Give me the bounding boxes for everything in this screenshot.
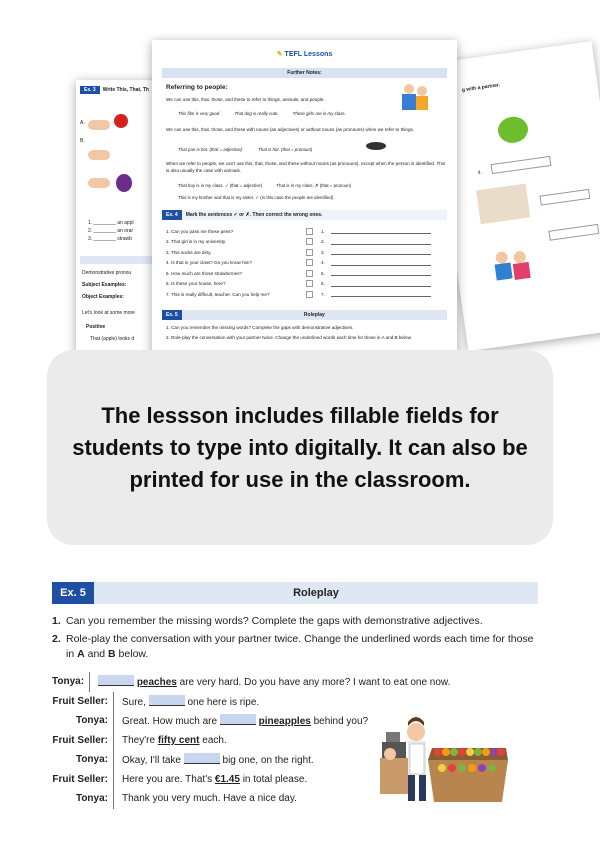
ex4-row — [166, 247, 446, 258]
option-a: A — [77, 648, 85, 660]
pan-icon — [366, 142, 386, 150]
brand-logo — [152, 50, 457, 58]
dialogue-line — [114, 735, 227, 746]
dialogue-row — [52, 672, 451, 692]
instruction: 2. Role-play the conversation with your partner twice. Change the underlined words each time for those in A and B below. — [166, 335, 412, 340]
checkbox[interactable] — [306, 291, 313, 298]
line-text: are very hard. Do you have any more? I want to eat one now. — [176, 677, 451, 689]
example-3: This is my brother and that is my sister. ✓ (in this case the people are identified) — [178, 195, 334, 200]
hand-icon — [88, 150, 110, 160]
example-1: That pan is hot. (that = adjective) — [178, 147, 243, 152]
grapes-icon — [116, 174, 132, 192]
info-callout — [47, 350, 553, 545]
line-text: each. — [199, 734, 227, 746]
ex4-question: 3. This socks are dirty. — [166, 249, 212, 255]
item-number: 4. — [477, 169, 483, 177]
exercise-title: Mark the sentences ✓ or ✗. Then correct the wrong ones. — [185, 212, 323, 218]
speaker-label: Tonya: — [52, 750, 114, 770]
ex4-question: 1. Can you pass me these pens? — [166, 228, 234, 234]
instruction-list — [52, 614, 538, 662]
instruction-number: 1. — [52, 615, 61, 627]
note-text: Demonstrative pronou — [82, 270, 132, 276]
answer-line[interactable] — [331, 260, 431, 266]
gap-input[interactable] — [98, 675, 134, 686]
underlined-word: €1.45 — [214, 773, 240, 785]
paragraph: When we refer to people, we can't use this, that, those, and these without nouns (as pronouns), except when the person is identified. This is also usually the case with animals. — [166, 161, 446, 173]
callout-text: The lessson includes fillable fields for students to type into digitally. It can also be printed for use in the classroom. — [72, 402, 528, 492]
section-heading: Referring to people: — [166, 84, 228, 91]
ex4-question: 5. How much are those strawberries? — [166, 270, 243, 276]
answer-line[interactable] — [331, 249, 431, 255]
line-text: They're — [122, 734, 158, 746]
exercise-title: Write This, That, Th — [102, 86, 149, 93]
answer-number: 7. — [321, 291, 325, 297]
answer-box[interactable] — [539, 189, 590, 206]
option-label: B. — [80, 138, 85, 144]
exercise-badge: Ex. 5 — [162, 310, 182, 320]
dialogue-line — [114, 695, 259, 708]
bullet-text: That (apple) looks d — [90, 336, 135, 342]
line-text: in total please. — [239, 773, 308, 785]
positive-heading: Positive — [86, 324, 106, 330]
dialogue-row — [52, 692, 382, 712]
line-text: big one, on the right. — [219, 755, 314, 767]
dialogue-line — [90, 675, 450, 688]
exercise-title: Roleplay — [94, 582, 538, 604]
gap-input[interactable] — [149, 695, 185, 706]
speaker-label: Fruit Seller: — [52, 770, 114, 790]
exercise-badge: Ex. 5 — [52, 582, 94, 604]
ex4-row — [166, 279, 446, 290]
apple-icon — [114, 114, 128, 128]
instruction-item — [52, 614, 538, 629]
checkbox[interactable] — [306, 228, 313, 235]
ex4-row — [166, 258, 446, 269]
example-2: That is hot. (that = pronoun) — [258, 147, 313, 152]
fruit-stall-illustration — [380, 702, 510, 810]
fill-line[interactable]: 2. ________ an orar — [88, 228, 134, 234]
answer-line[interactable] — [331, 228, 431, 234]
line-text: Here you are. That's — [122, 773, 215, 785]
speaker-label: Fruit Seller: — [52, 731, 114, 751]
example-2: That dog is really cute. — [234, 111, 279, 116]
instruction-part: Role-play the conversation with your partner twice. Change the underlined words each time for those in — [66, 633, 534, 660]
dialogue-row — [52, 750, 382, 770]
option-label: A. — [80, 120, 85, 126]
instruction-text — [66, 632, 538, 662]
look-text: Let's look at some more — [82, 310, 135, 316]
object-heading: Object Examples: — [82, 294, 124, 300]
ex4-row — [166, 237, 446, 248]
map-icon — [476, 184, 530, 225]
speaker-label: Fruit Seller: — [52, 692, 114, 712]
line-text: behind you? — [310, 716, 369, 728]
underlined-word: fifty cent — [157, 734, 200, 746]
ex4-row — [166, 268, 446, 279]
roleplay-section — [52, 582, 538, 665]
answer-line[interactable] — [331, 291, 431, 297]
hand-icon — [88, 178, 110, 188]
answer-number: 6. — [321, 281, 325, 287]
checkbox[interactable] — [306, 249, 313, 256]
dialogue-row — [52, 731, 382, 751]
logo-icon: ✎ — [276, 51, 285, 58]
speaker-label: Tonya: — [52, 711, 114, 731]
gap-input[interactable] — [220, 714, 256, 725]
fill-line[interactable]: 1. ________ an appl — [88, 220, 134, 226]
exercise-badge: Ex. 3 — [80, 86, 100, 94]
answer-box[interactable] — [548, 224, 599, 241]
instruction-part: below. — [115, 648, 149, 660]
answer-line[interactable] — [331, 270, 431, 276]
line-text: one here is ripe. — [184, 696, 260, 708]
answer-line[interactable] — [331, 239, 431, 245]
instruction-number: 2. — [52, 633, 61, 645]
dialogue-line — [114, 714, 368, 727]
line-text: Thank you very much. Have a nice day. — [122, 793, 297, 805]
underlined-word: pineapples — [258, 716, 311, 728]
hand-icon — [88, 120, 110, 130]
instruction-part: and — [84, 648, 109, 660]
checkbox[interactable] — [306, 280, 313, 287]
answer-number: 1. — [321, 228, 325, 234]
partner-text: g with a partner. — [461, 82, 501, 94]
speaker-label: Tonya: — [52, 672, 90, 692]
underlined-word: peaches — [136, 677, 177, 689]
worksheet-page-main — [152, 40, 457, 360]
kids-illustration — [493, 248, 534, 293]
ex4-question: 6. Is these your house, here? — [166, 281, 226, 287]
logo-text: TEFL Lessons — [284, 51, 333, 58]
checkbox[interactable] — [306, 238, 313, 245]
answer-line[interactable] — [331, 281, 431, 287]
line-text: Sure, — [122, 696, 149, 708]
example-3: Those girls are in my class. — [292, 111, 346, 116]
lime-icon — [496, 115, 529, 145]
answer-box[interactable] — [491, 156, 552, 174]
checkbox[interactable] — [306, 259, 313, 266]
instruction: 1. Can you remember the missing words? Complete the gaps with demonstrative adjectives. — [166, 325, 354, 330]
ex4-question: 4. Is that in your class? Do you know him? — [166, 260, 253, 266]
dialogue-line — [114, 793, 297, 804]
example-2: That is in my class. ✗ (that = pronoun) — [276, 183, 352, 188]
paragraph: We can use this, that, those, and these with nouns (as adjectives) or without nouns (as pronouns) when we refer to things. — [166, 127, 415, 132]
option-b: B — [108, 648, 116, 660]
dialogue-row — [52, 711, 382, 731]
dialogue — [52, 672, 451, 809]
ex4-row — [166, 226, 446, 237]
dialogue-line — [114, 753, 314, 766]
line-text: Okay, I'll take — [122, 755, 184, 767]
line-text: Great. How much are — [122, 716, 220, 728]
exercise-title: Roleplay — [303, 312, 325, 318]
dialogue-line — [114, 774, 307, 785]
answer-number: 2. — [321, 239, 325, 245]
ex4-row — [166, 289, 446, 300]
instruction-text: Can you remember the missing words? Complete the gaps with demonstrative adjectives. — [66, 615, 483, 627]
instruction-item — [52, 632, 538, 662]
checkbox[interactable] — [306, 270, 313, 277]
example-1: That boy is in my class. ✓ (that = adjective) — [178, 183, 263, 188]
gap-input[interactable] — [184, 753, 220, 764]
paragraph: We can use this, that, those, and these to refer to things, animals, and people. — [166, 97, 325, 102]
people-illustration — [402, 84, 430, 114]
example-1: This film is very good. — [178, 111, 221, 116]
further-notes-bar: Further Notes: — [162, 68, 447, 78]
answer-number: 5. — [321, 270, 325, 276]
ex4-list — [166, 226, 446, 300]
subject-heading: Subject Examples: — [82, 282, 127, 288]
speaker-label: Tonya: — [52, 789, 114, 809]
answer-number: 4. — [321, 260, 325, 266]
dialogue-row — [52, 789, 382, 809]
exercise-badge: Ex. 4 — [162, 210, 182, 220]
ex4-question: 7. This is really difficult, teacher. Can you help me? — [166, 291, 270, 297]
ex4-question: 2. That girl is in my university. — [166, 239, 227, 245]
fill-line[interactable]: 3. ________ strawb — [88, 236, 132, 242]
dialogue-row — [52, 770, 382, 790]
answer-number: 3. — [321, 249, 325, 255]
